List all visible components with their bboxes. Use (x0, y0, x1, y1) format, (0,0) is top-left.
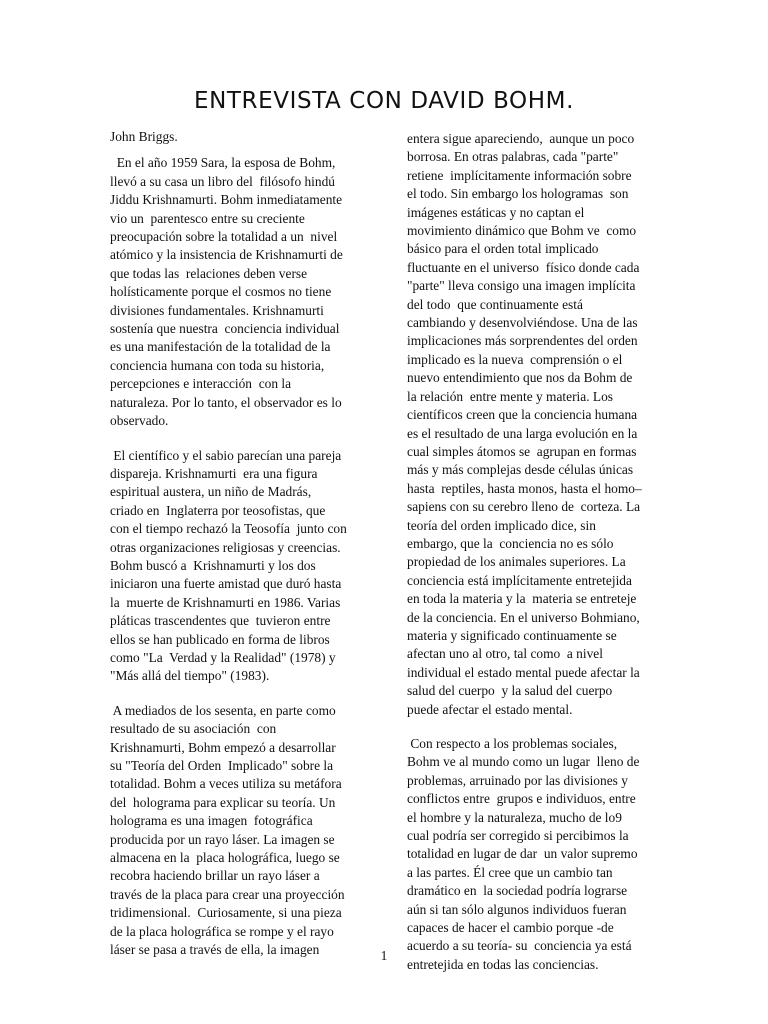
text-line: implicado es la nueva comprensión o el (407, 351, 623, 367)
text-line: naturaleza. Por lo tanto, el observador es lo (110, 394, 342, 410)
text-line: vio un parentesco entre su creciente (110, 210, 305, 226)
text-line: embargo, que la conciencia no es sólo (407, 535, 614, 551)
text-line: láser se pasa a través de ella, la imagen (110, 942, 320, 958)
text-line: resultado de su asociación con (110, 721, 277, 737)
text-line: sapiens con su cerebro lleno de corteza. La (407, 499, 641, 515)
text-line: El científico y el sabio parecían una pareja (110, 447, 342, 463)
text-line: criado en Inglaterra por teosofistas, que (110, 502, 326, 518)
text-line: A mediados de los sesenta, en parte como (110, 702, 336, 718)
text-line: implicaciones más sorprendentes del orden (407, 333, 638, 349)
text-line: es el resultado de una larga evolución en la (407, 425, 638, 441)
text-line: hasta reptiles, hasta monos, hasta el homo– (407, 480, 642, 496)
text-line: con el tiempo rechazó la Teosofía junto con (110, 521, 347, 537)
text-line: pláticas trascendentes que tuvieron entre (110, 613, 331, 629)
text-line: como "La Verdad y la Realidad" (1978) y (110, 649, 336, 665)
text-line: conciencia humana con toda su historia, (110, 357, 325, 373)
text-line: través de la placa para crear una proyección (110, 886, 345, 902)
right-column (407, 130, 655, 974)
text-line: holísticamente porque el cosmos no tiene (110, 284, 332, 300)
text-line: producida por un rayo láser. La imagen se (110, 831, 335, 847)
text-line: entera sigue apareciendo, aunque un poco (407, 131, 635, 146)
text-line: borrosa. En otras palabras, cada "parte" (407, 149, 619, 165)
paragraph-2 (110, 447, 365, 686)
text-line: conciencia está implícitamente entretejida (407, 572, 632, 588)
text-line: más y más complejas desde células únicas (407, 462, 634, 478)
paragraph-1 (110, 154, 365, 430)
text-line: cambiando y desenvolviéndose. Una de las (407, 315, 638, 331)
text-line: individual el estado mental puede afectar la (407, 664, 640, 680)
text-line: de la conciencia. En el universo Bohmiano, (407, 609, 640, 625)
paragraph-3 (110, 702, 365, 960)
text-line: problemas, arruinado por las divisiones y (407, 772, 628, 788)
text-line: su "Teoría del Orden Implicado" sobre la (110, 758, 334, 773)
text-line: percepciones e interacción con la (110, 376, 292, 392)
text-line: el todo. Sin embargo los hologramas son (407, 186, 629, 202)
text-line: llevó a su casa un libro del filósofo hindú (110, 173, 335, 189)
text-line: del todo que continuamente está (407, 296, 583, 312)
text-line: recobra haciendo brillar un rayo láser a (110, 868, 320, 884)
spacer (110, 431, 365, 447)
text-line: En el año 1959 Sara, la esposa de Bohm, (110, 155, 336, 171)
text-line: aún si tan sólo algunos individuos fueran (407, 901, 627, 917)
text-line: Bohm ve al mundo como un lugar lleno de (407, 754, 640, 770)
text-line: afectan uno al otro, tal como a nivel (407, 646, 603, 662)
text-line: "parte" lleva consigo una imagen implícita (407, 278, 636, 294)
text-line: retiene implícitamente información sobre (407, 167, 632, 183)
text-line: en toda la materia y la materia se entreteje (407, 591, 637, 607)
text-line: básico para el orden total implicado (407, 241, 599, 257)
text-line: de la placa holográfica se rompe y el rayo (110, 923, 334, 939)
text-line: puede afectar el estado mental. (407, 701, 573, 717)
text-line: ellos se han publicado en forma de libros (110, 631, 330, 647)
text-line: capaces de hacer el cambio porque -de (407, 920, 614, 936)
text-line: Con respecto a los problemas sociales, (407, 736, 618, 751)
text-line: nuevo entendimiento que nos da Bohm de (407, 370, 633, 386)
text-line: a las partes. Él cree que un cambio tan (407, 864, 613, 880)
text-line: iniciaron una fuerte amistad que duró hasta (110, 576, 342, 592)
text-line: Bohm buscó a Krishnamurti y los dos (110, 557, 316, 573)
text-line: Krishnamurti, Bohm empezó a desarrollar (110, 739, 336, 755)
text-line: que todas las relaciones deben verse (110, 265, 308, 281)
text-line: imágenes estáticas y no captan el (407, 204, 585, 220)
author-line: John Briggs. (110, 129, 178, 144)
text-line: tridimensional. Curiosamente, si una pieza (110, 905, 342, 921)
text-line: científicos creen que la conciencia humana (407, 407, 638, 423)
text-line: teoría del orden implicado dice, sin (407, 517, 596, 533)
text-line: la relación entre mente y materia. Los (407, 388, 613, 404)
document-title: ENTREVISTA CON DAVID BOHM. (193, 88, 575, 114)
text-line: dramático en la sociedad podría lograrse (407, 883, 628, 899)
text-line: totalidad. Bohm a veces utiliza su metáfora (110, 776, 342, 792)
text-line: otras organizaciones religiosas y creencias. (110, 539, 341, 555)
text-line: materia y significado continuamente se (407, 627, 617, 643)
page-number: 1 (380, 948, 388, 963)
spacer (407, 719, 655, 735)
text-line: "Más allá del tiempo" (1983). (110, 668, 270, 684)
text-line: observado. (110, 413, 169, 429)
text-line: fluctuante en el universo físico donde cada (407, 259, 640, 275)
text-line: cual simples átomos se agrupan en formas (407, 443, 637, 459)
text-line: la muerte de Krishnamurti en 1986. Varias (110, 594, 341, 610)
spacer (110, 146, 365, 154)
text-line: holograma es una imagen fotográfica (110, 813, 313, 829)
text-line: divisiones fundamentales. Krishnamurti (110, 302, 324, 318)
text-line: atómico y la insistencia de Krishnamurti de (110, 247, 343, 263)
text-line: cual podría ser corregido si percibimos la (407, 828, 629, 844)
text-line: totalidad en lugar de dar un valor supremo (407, 846, 638, 862)
text-line: dispareja. Krishnamurti era una figura (110, 465, 318, 481)
text-line: almacena en la placa holográfica, luego se (110, 850, 340, 866)
text-line: preocupación sobre la totalidad a un nivel (110, 229, 338, 245)
paragraph-4 (407, 735, 655, 974)
text-line: propiedad de los animales superiores. La (407, 554, 626, 570)
spacer (110, 686, 365, 702)
text-line: espiritual austera, un niño de Madrás, (110, 484, 312, 500)
text-line: el hombre y la naturaleza, mucho de lo9 (407, 809, 622, 825)
left-column (110, 128, 365, 959)
text-line: movimiento dinámico que Bohm ve como (407, 223, 637, 239)
text-line: entretejida en todas las conciencias. (407, 956, 599, 972)
paragraph-3-continued (407, 130, 655, 719)
text-line: acuerdo a su teoría- su conciencia ya está (407, 938, 632, 954)
text-line: sostenía que nuestra conciencia individual (110, 321, 340, 337)
text-line: salud del cuerpo y la salud del cuerpo (407, 683, 613, 699)
text-line: del holograma para explicar su teoría. Un (110, 794, 336, 810)
text-line: conflictos entre grupos e individuos, entre (407, 791, 636, 807)
text-line: Jiddu Krishnamurti. Bohm inmediatamente (110, 192, 343, 208)
text-line: es una manifestación de la totalidad de la (110, 339, 331, 355)
